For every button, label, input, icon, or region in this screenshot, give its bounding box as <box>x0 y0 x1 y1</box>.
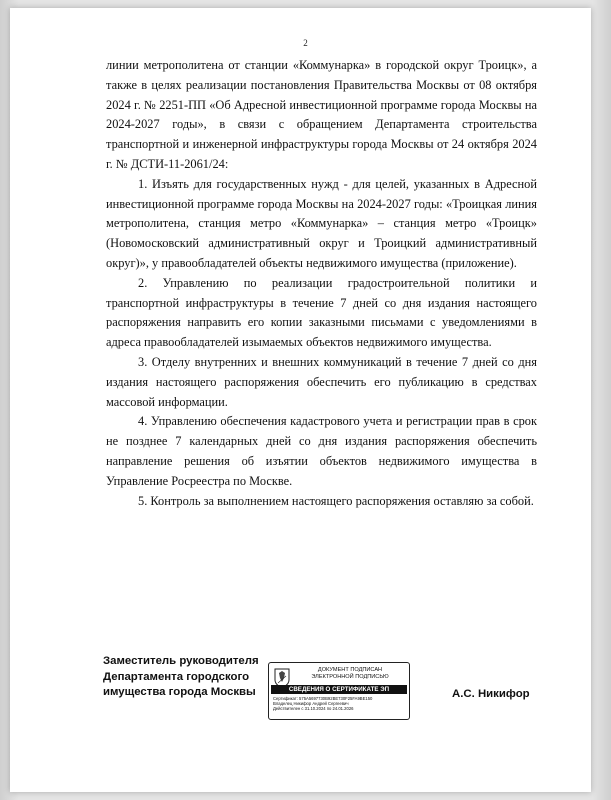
stamp-header-line: ДОКУМЕНТ ПОДПИСАН <box>317 667 383 673</box>
stamp-validity: Действителен с 31.10.2024 по 24.01.2026 <box>273 706 354 711</box>
paragraph-intro: линии метрополитена от станции «Коммунарка» в городской округ Троицк», а также в целях реализации постановления Правительства Москвы от 08 октября 2024 г. № 2251-ПП «Об Адресной инвестиционной программе города Москвы на 2024-2027 годы», в связи с обращением Департамента строительства транспортной и инженерной инфраструктуры города Москвы от 24 октября 2024 г. № ДСТИ-11-2061/24: <box>106 58 537 171</box>
stamp-header <box>293 667 407 681</box>
signature-block <box>98 654 548 714</box>
signer-title-line: Заместитель руководителя <box>103 655 259 667</box>
stamp-header-line: ЭЛЕКТРОННОЙ ПОДПИСЬЮ <box>311 674 389 680</box>
signer-title <box>103 654 259 701</box>
paragraph-item-4: 4. Управлению обеспечения кадастрового учета и регистрации прав в срок не позднее 7 календарных дней со дня издания распоряжения обеспечить направление решения об изъятии объектов недвижимого имущества в Управление Росреестра по Москве. <box>106 414 537 488</box>
signer-title-line: Департамента городского <box>103 670 250 683</box>
paragraph-item-1: 1. Изъять для государственных нужд - для целей, указанных в Адресной инвестиционной программе города Москвы на 2024-2027 годы: «Троицкая линия метрополитена, станция метро «Коммунарка» – станция метро «Троицк» (Новомосковский административный округ и Троицкий административный округ)», у правообладателей объекты недвижимого имущества (приложение). <box>106 176 537 270</box>
paragraph-item-3: 3. Отделу внутренних и внешних коммуникаций в течение 7 дней со дня издания настоящего распоряжения обеспечить его публикацию в средствах массовой информации. <box>106 354 537 409</box>
signer-title-line: имущества города Москвы <box>103 686 256 698</box>
signer-name: А.С. Никифор <box>452 688 530 700</box>
stamp-certificate-bar: СВЕДЕНИЯ О СЕРТИФИКАТЕ ЭП <box>271 685 407 694</box>
stamp-owner: Владелец Никифор Андрей Сергеевич <box>273 701 349 706</box>
document-body <box>106 56 537 511</box>
electronic-signature-stamp <box>268 662 410 720</box>
paragraph-item-2: 2. Управлению по реализации градостроительной политики и транспортной инфраструктуры в течение 7 дней со дня издания настоящего распоряжения направить его копии заказными письмами с уведомлениями в адреса правообладателей изымаемых объектов недвижимого имущества. <box>106 275 537 350</box>
page-number: 2 <box>303 38 308 48</box>
paragraph-item-5: 5. Контроль за выполнением настоящего распоряжения оставляю за собой. <box>138 493 534 508</box>
stamp-certificate-id: Сертификат: 575A5697730B92BE730F25FA9BE150 <box>273 696 373 701</box>
